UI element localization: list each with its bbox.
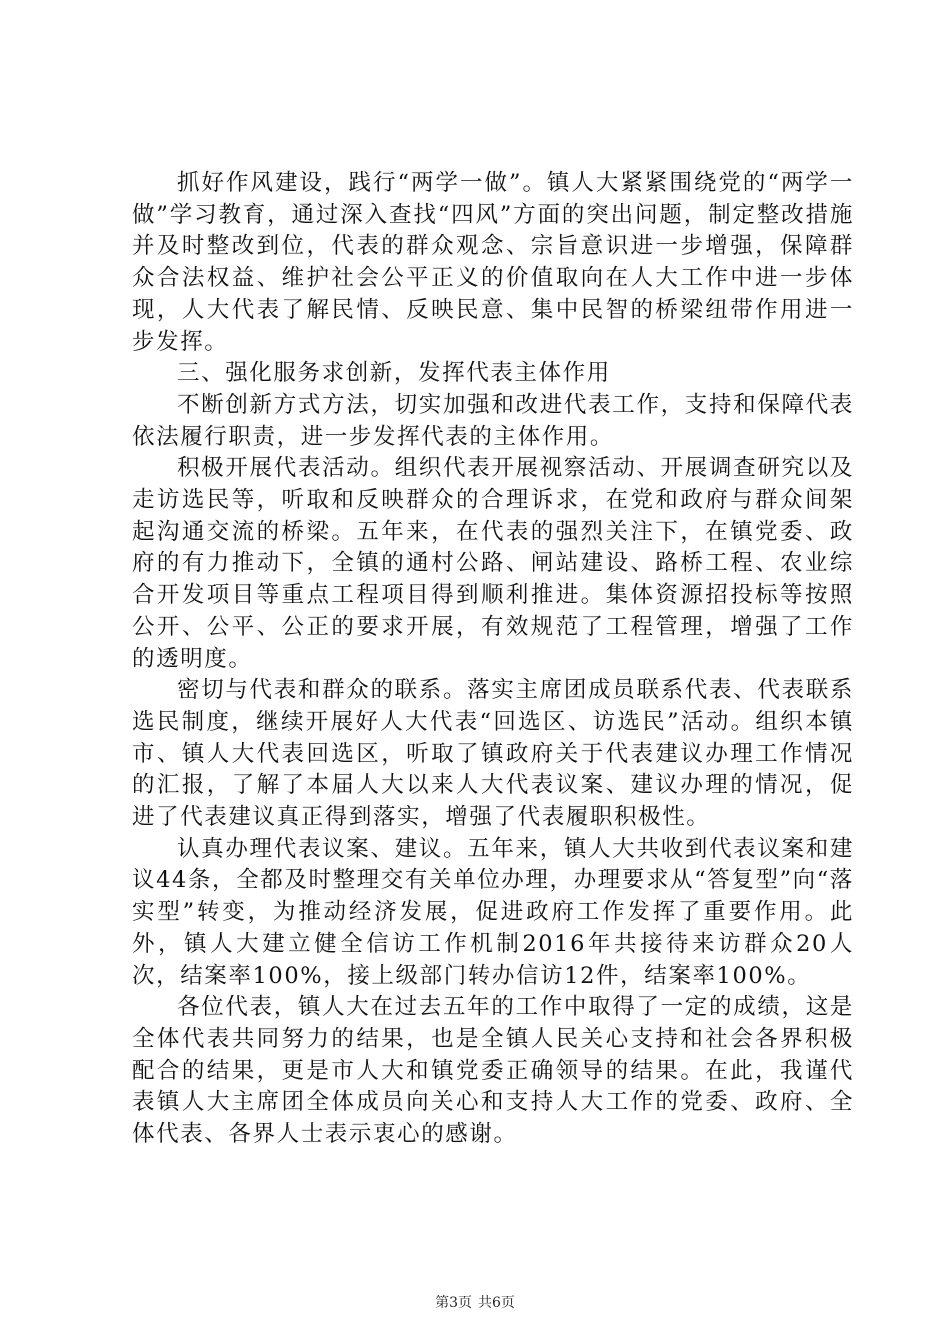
section-heading-3: 三、强化服务求创新，发挥代表主体作用 [177, 360, 611, 387]
paragraph-acknowledgement: 各位代表，镇人大在过去五年的工作中取得了一定的成绩，这是全体代表共同努力的结果，也是全镇人民关心支持和社会各界积极配合的结果，更是市人大和镇党委正确领导的结果。在此，我谨代表镇人大主席团全体成员向关心和支持人大工作的党委、政府、全体代表、各界人士表示衷心的感谢。 [132, 994, 854, 1148]
page-footer [0, 1294, 950, 1312]
paragraph-contact-with-masses: 密切与代表和群众的联系。落实主席团成员联系代表、代表联系选民制度，继续开展好人大代表“回选区、访选民”活动。组织本镇市、镇人大代表回选区，听取了镇政府关于代表建议办理工作情况的汇报，了解了本届人大以来人大代表议案、建议办理的情况，促进了代表建议真正得到落实，增强了代表履职积极性。 [132, 677, 854, 831]
page-number: 第3页 [435, 1295, 472, 1311]
document-body [132, 168, 854, 1151]
paragraph-style-building: 抓好作风建设，践行“两学一做”。镇人大紧紧围绕党的“两学一做”学习教育，通过深入查找“四风”方面的突出问题，制定整改措施并及时整改到位，代表的群众观念、宗旨意识进一步增强，保障群众合法权益、维护社会公平正义的价值取向在人大工作中进一步体现，人大代表了解民情、反映民意、集中民智的桥梁纽带作用进一步发挥。 [132, 170, 854, 355]
paragraph-section-intro: 不断创新方式方法，切实加强和改进代表工作，支持和保障代表依法履行职责，进一步发挥代表的主体作用。 [132, 391, 854, 450]
paragraph-handling-proposals: 认真办理代表议案、建议。五年来，镇人大共收到代表议案和建议44条，全都及时整理交有关单位办理，办理要求从“答复型”向“落实型”转变，为推动经济发展，促进政府工作发挥了重要作用。此外，镇人大建立健全信访工作机制2016年共接待来访群众20人次，结案率100%，接上级部门转办信访12件，结案率100%。 [132, 835, 854, 989]
paragraph-representative-activities: 积极开展代表活动。组织代表开展视察活动、开展调查研究以及走访选民等，听取和反映群众的合理诉求，在党和政府与群众间架起沟通交流的桥梁。五年来，在代表的强烈关注下，在镇党委、政府的有力推动下，全镇的通村公路、闸站建设、路桥工程、农业综合开发项目等重点工程项目得到顺利推进。集体资源招投标等按照公开、公平、公正的要求开展，有效规范了工程管理，增强了工作的透明度。 [132, 455, 854, 672]
page-total: 共6页 [478, 1295, 515, 1311]
